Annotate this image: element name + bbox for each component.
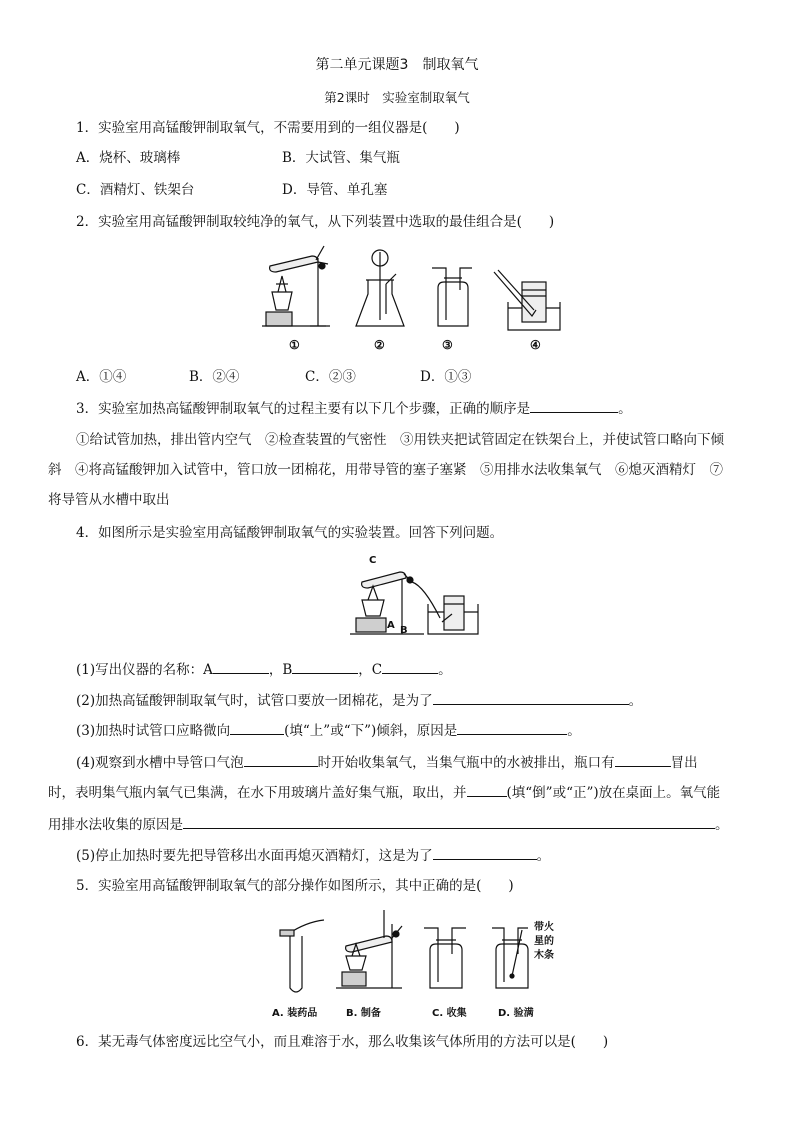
q4-p4-end: 。 (715, 817, 729, 833)
q2-label-2: ② (374, 338, 385, 352)
q1-option-c: C．酒精灯、铁架台 (76, 182, 195, 198)
q2-option-d: D．①③ (420, 369, 472, 385)
q4-p4-line2-text-a: 时，表明集气瓶内氧气已集满，在水下用玻璃片盖好集气瓶，取出，并 (48, 785, 467, 801)
q3-answer-blank[interactable] (530, 398, 618, 413)
q4-blank-b[interactable] (292, 659, 358, 674)
q4-p4-text-a: (4)观察到水槽中导管口气泡 (76, 755, 244, 771)
q4-part4-line3 (48, 814, 729, 835)
q3-steps-line1: ①给试管加热，排出管内空气 ②检查装置的气密性 ③用铁夹把试管固定在铁架台上，并使试管口略向下倾 (76, 432, 724, 448)
apparatus-2-flask-funnel (356, 250, 404, 326)
q1-option-d: D．导管、单孔塞 (282, 182, 388, 198)
q4-p1-label-a: (1)写出仪器的名称：A (76, 662, 213, 678)
q4-p3-end: 。 (567, 723, 581, 739)
q4-part4-line2 (48, 782, 720, 803)
operation-c-collect (424, 928, 466, 988)
q2-option-c: C．②③ (305, 369, 356, 385)
q5-stem: 5．实验室用高锰酸钾制取氧气的部分操作如图所示，其中正确的是( ) (76, 878, 514, 894)
q4-blank-bubbles[interactable] (244, 752, 318, 767)
q2-label-1: ① (289, 338, 300, 352)
q4-part1 (76, 659, 452, 680)
q4-p4-line3-text: 用排水法收集的原因是 (48, 817, 183, 833)
q1-stem: 1．实验室用高锰酸钾制取氧气，不需要用到的一组仪器是( ) (76, 120, 460, 136)
q3-steps-line2: 斜 ④将高锰酸钾加入试管中，管口放一团棉花，用带导管的塞子塞紧 ⑤用排水法收集氧气 ⑥熄灭酒精灯 ⑦ (48, 462, 723, 478)
q2-option-a: A．①④ (76, 369, 127, 385)
operation-d-test-full (492, 928, 528, 988)
q4-p4-text-b: 时开始收集氧气，当集气瓶中的水被排出，瓶口有 (317, 755, 615, 771)
q3-stem (76, 398, 632, 419)
page-title: 第二单元课题3 制取氧气 (315, 57, 479, 73)
q5-caption-d: D. 验满 (498, 1008, 534, 1019)
q4-blank-water-collection-reason[interactable] (183, 814, 715, 829)
q4-label-b: B (400, 625, 408, 636)
operation-b-heating (336, 910, 402, 988)
q4-blank-c[interactable] (382, 659, 438, 674)
q4-p2-text: (2)加热高锰酸钾制取氧气时，试管口要放一团棉花，是为了 (76, 693, 433, 709)
q4-p3-text-a: (3)加热时试管口应略微向 (76, 723, 231, 739)
q4-blank-reason[interactable] (457, 720, 567, 735)
q2-label-4: ④ (530, 338, 541, 352)
q2-stem: 2．实验室用高锰酸钾制取较纯净的氧气，从下列装置中选取的最佳组合是( ) (76, 214, 555, 230)
q4-blank-cotton[interactable] (433, 690, 629, 705)
q4-part2 (76, 690, 642, 711)
q4-blank-bottle-mouth[interactable] (615, 752, 671, 767)
q4-part3 (76, 720, 581, 741)
q4-p4-line2-text-b: (填“倒”或“正”)放在桌面上。氧气能 (506, 785, 721, 801)
q6-stem: 6．某无毒气体密度远比空气小，而且难溶于水，那么收集该气体所用的方法可以是( ) (76, 1034, 609, 1050)
q4-apparatus-figure (348, 556, 480, 640)
q2-option-b: B．②④ (189, 369, 240, 385)
q4-p3-text-b: (填“上”或“下”)倾斜，原因是 (284, 723, 458, 739)
q5-annotation-line2: 星的 (534, 936, 554, 947)
q3-steps-line3: 将导管从水槽中取出 (48, 492, 170, 508)
q5-caption-a: A. 装药品 (272, 1008, 318, 1019)
q4-part5 (76, 845, 550, 866)
q4-blank-purpose[interactable] (433, 845, 537, 860)
q4-blank-placement[interactable] (467, 782, 507, 797)
apparatus-1-heating-setup (262, 246, 330, 326)
q4-p5-end: 。 (536, 848, 551, 864)
q4-label-a: A (387, 620, 395, 631)
q4-part4-line1 (76, 752, 698, 773)
operation-a-load-powder (280, 920, 324, 992)
q5-operations-figure (266, 906, 556, 1002)
q5-caption-c: C. 收集 (432, 1008, 467, 1019)
q1-option-a: A．烧杯、玻璃棒 (76, 150, 181, 166)
q1-option-b: B．大试管、集气瓶 (282, 150, 400, 166)
apparatus-4-water-trough (494, 270, 560, 330)
q4-p1-label-c: ，C (358, 662, 383, 678)
q4-stem: 4．如图所示是实验室用高锰酸钾制取氧气的实验装置。回答下列问题。 (76, 525, 504, 541)
q4-blank-direction[interactable] (230, 720, 284, 735)
q4-p5-text: (5)停止加热时要先把导管移出水面再熄灭酒精灯，这是为了 (76, 848, 433, 864)
q3-stem-text: 3．实验室加热高锰酸钾制取氧气的过程主要有以下几个步骤，正确的顺序是 (76, 401, 531, 417)
q5-annotation-line3: 木条 (534, 950, 554, 961)
q4-p1-end: 。 (438, 662, 452, 678)
q4-p2-end: 。 (628, 693, 643, 709)
apparatus-3-gas-bottle (432, 268, 472, 326)
q4-blank-a[interactable] (213, 659, 269, 674)
q4-label-c: C (369, 555, 377, 566)
q2-label-3: ③ (442, 338, 453, 352)
q5-caption-b: B. 制备 (346, 1008, 381, 1019)
q5-annotation-line1: 带火 (534, 922, 554, 933)
q3-stem-end: 。 (618, 401, 632, 417)
q4-p1-label-b: ，B (268, 662, 293, 678)
q4-p4-text-c: 冒出 (670, 755, 698, 771)
q2-apparatus-figure (262, 244, 562, 336)
page-subtitle: 第2课时 实验室制取氧气 (324, 90, 470, 105)
